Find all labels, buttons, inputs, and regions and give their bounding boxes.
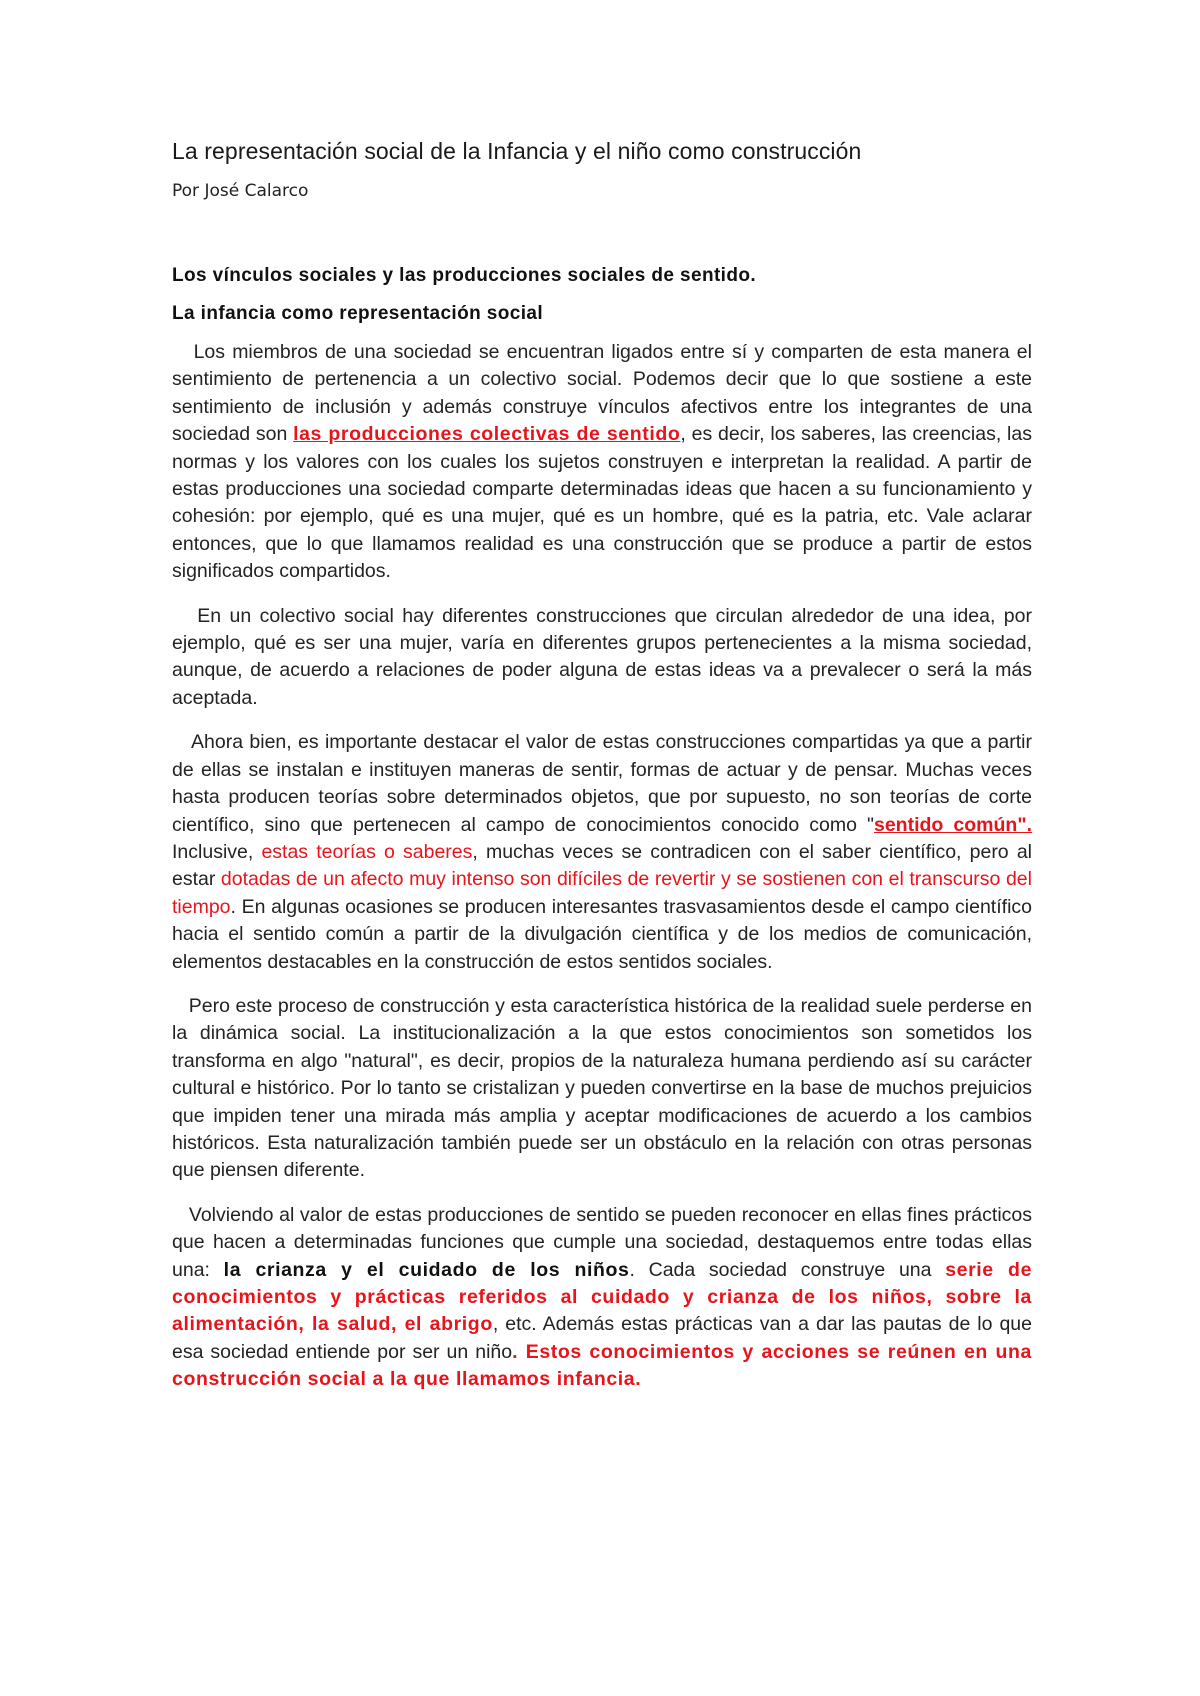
paragraph-text: Volviendo al valor de estas producciones de sentido se pueden reconocer en ellas fines prácticos que hacen a determinadas funciones que cumple una sociedad, destaquemos entre todas ellas una: xyxy=(172,1203,1033,1281)
section-heading: Los vínculos sociales y las producciones sociales de sentido. xyxy=(172,265,757,286)
paragraph-text: , etc. Además estas prácticas van a dar las pautas de lo que esa sociedad entiende por ser un niño xyxy=(172,1313,1033,1363)
document-title: La representación social de la Infancia y el niño como construcción xyxy=(172,138,862,164)
paragraph-text: . Cada sociedad construye una xyxy=(629,1258,946,1281)
paragraph-5 xyxy=(172,1202,1032,1394)
paragraph-text: Ahora bien, es importante destacar el valor de estas construcciones compartidas ya que a partir de ellas se instalan e instituyen maneras de sentir, formas de actuar y de pensar. Muchas veces hasta producen teorías sobre determinados objetos, que por supuesto, no son teorías de corte científico, sino que pertenecen al campo de conocimientos conocido como " xyxy=(172,731,1032,836)
paragraph-1 xyxy=(172,339,1032,586)
paragraph-3 xyxy=(172,729,1032,976)
document-page xyxy=(172,138,1032,1411)
bold-text: la crianza y el cuidado de los niños xyxy=(223,1258,630,1281)
paragraph-text: Inclusive, xyxy=(172,840,262,863)
highlight-text: . Estos conocimientos y acciones se reúnen en una construcción social a la que llamamos infancia. xyxy=(172,1340,1033,1391)
highlight-text: dotadas de un afecto muy intenso son difíciles de revertir y se sostienen con el transcurso del tiempo xyxy=(172,868,1032,918)
paragraph-text: En un colectivo social hay diferentes construcciones que circulan alrededor de una idea, por ejemplo, qué es ser una mujer, varía en diferentes grupos pertenecientes a la misma sociedad, aunque, de acuerdo a relaciones de poder alguna de estas ideas va a prevalecer o será la más aceptada. xyxy=(172,604,1032,709)
paragraph-text: . En algunas ocasiones se producen interesantes trasvasamientos desde el campo científico hacia el sentido común a partir de la divulgación científica y de los medios de comunicación, elementos destacables en la construcción de estos sentidos sociales. xyxy=(172,895,1032,973)
paragraph-text: , es decir, los saberes, las creencias, las normas y los valores con los cuales los sujetos construyen e interpretan la realidad. A partir de estas producciones una sociedad comparte determinadas ideas que hacen a su funcionamiento y cohesión: por ejemplo, qué es una mujer, qué es un hombre, qué es la patria, etc. Vale aclarar entonces, que lo que llamamos realidad es una construcción que se produce a partir de estos significados compartidos. xyxy=(172,423,1032,583)
paragraph-2 xyxy=(172,603,1032,713)
paragraph-4 xyxy=(172,993,1032,1185)
highlight-text: las producciones colectivas de sentido xyxy=(293,423,681,446)
highlight-text: serie de conocimientos y prácticas referidos al cuidado y crianza de los niños, sobre la alimentación, la salud, el abrigo xyxy=(172,1258,1033,1336)
highlight-text: estas teorías o saberes xyxy=(261,840,473,863)
highlight-text: sentido común". xyxy=(873,813,1032,836)
paragraph-text: Los miembros de una sociedad se encuentran ligados entre sí y comparten de esta manera el sentimiento de pertenencia a un colectivo social. Podemos decir que lo que sostiene a este sentimiento de inclusión y además construye vínculos afectivos entre los integrantes de una sociedad son xyxy=(172,341,1032,446)
paragraph-text: Pero este proceso de construcción y esta característica histórica de la realidad suele perderse en la dinámica social. La institucionalización a la que estos conocimientos son sometidos los transforma en algo "natural", es decir, propios de la naturaleza humana perdiendo así su carácter cultural e histórico. Por lo tanto se cristalizan y pueden convertirse en la base de muchos prejuicios que impiden tener una mirada más amplia y aceptar modificaciones de acuerdo a los cambios históricos. Esta naturalización también puede ser un obstáculo en la relación con otras personas que piensen diferente. xyxy=(172,994,1032,1182)
paragraph-text: , muchas veces se contradicen con el saber científico, pero al estar xyxy=(172,840,1032,891)
subsection-heading: La infancia como representación social xyxy=(172,303,544,324)
document-author: Por José Calarco xyxy=(172,181,309,201)
